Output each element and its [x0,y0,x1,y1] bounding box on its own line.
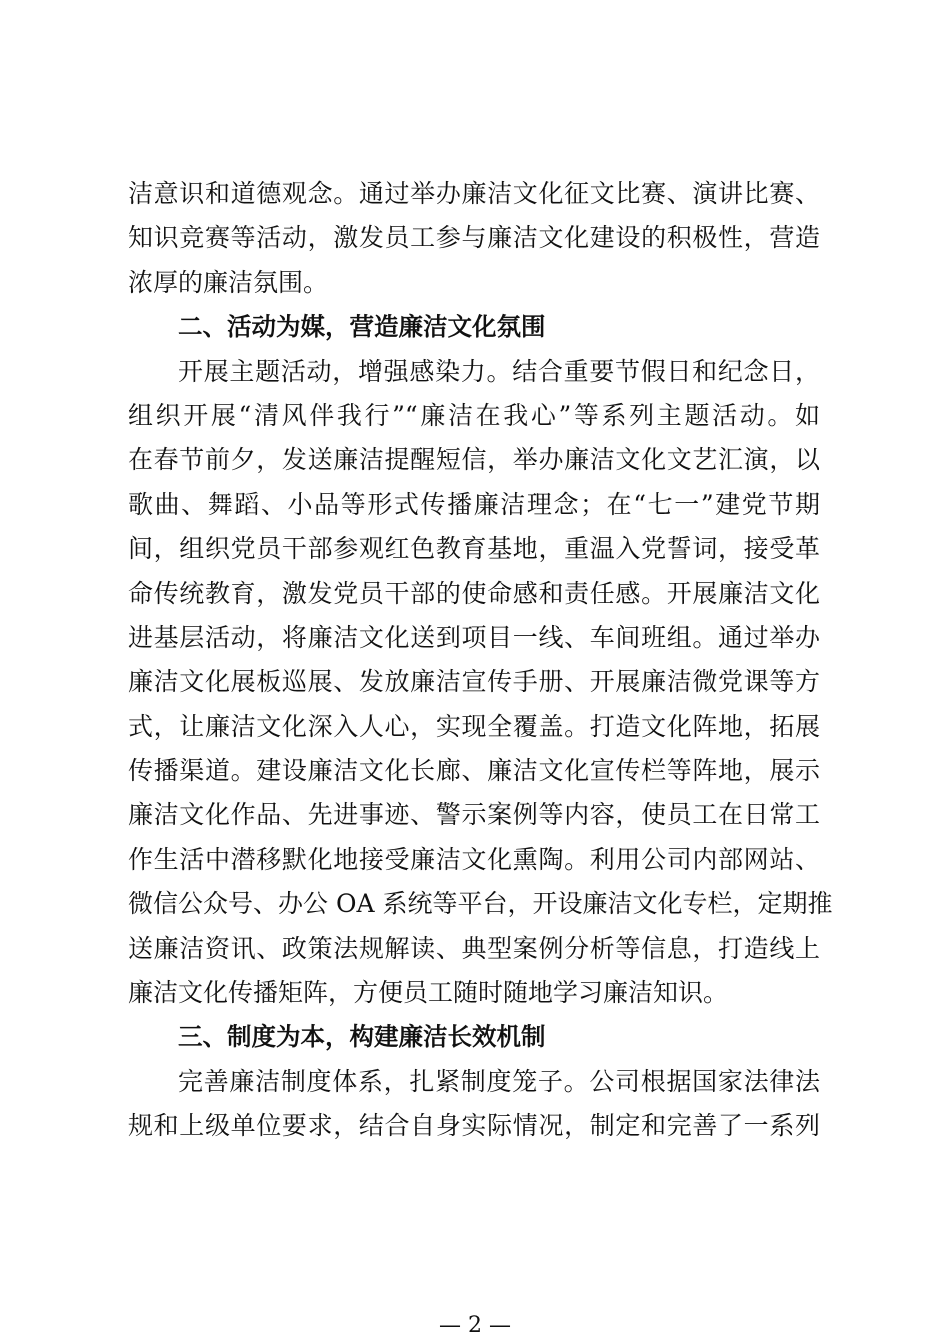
text-line: 廉洁文化传播矩阵，方便员工随时随地学习廉洁知识。 [128,978,729,1008]
text-line: 作生活中潜移默化地接受廉洁文化熏陶。利用公司内部网站、 [128,844,820,874]
text-line: 传播渠道。建设廉洁文化长廊、廉洁文化宣传栏等阵地，展示 [128,756,820,786]
text-line: 浓厚的廉洁氛围。 [128,267,329,297]
text-line: 规和上级单位要求，结合自身实际情况，制定和完善了一系列 [128,1111,820,1141]
section-heading: 二、活动为媒，营造廉洁文化氛围 [178,312,546,342]
text-line: 进基层活动，将廉洁文化送到项目一线、车间班组。通过举办 [128,622,820,652]
document-body [128,172,833,1149]
text-line: 廉洁文化展板巡展、发放廉洁宣传手册、开展廉洁微党课等方 [128,667,820,697]
text-line: 微信公众号、办公 OA 系统等平台，开设廉洁文化专栏，定期推 [128,889,833,919]
paragraph-first-line: 完善廉洁制度体系，扎紧制度笼子。公司根据国家法律法 [178,1066,820,1096]
text-line: 知识竞赛等活动，激发员工参与廉洁文化建设的积极性，营造 [128,223,820,253]
text-line: 廉洁文化作品、先进事迹、警示案例等内容，使员工在日常工 [128,800,820,830]
text-line: 命传统教育，激发党员干部的使命感和责任感。开展廉洁文化 [128,578,820,608]
text-line: 送廉洁资讯、政策法规解读、典型案例分析等信息，打造线上 [128,933,820,963]
text-line: 在春节前夕，发送廉洁提醒短信，举办廉洁文化文艺汇演，以 [128,445,820,475]
text-line: 间，组织党员干部参观红色教育基地，重温入党誓词，接受革 [128,534,820,564]
section-heading: 三、制度为本，构建廉洁长效机制 [178,1022,546,1052]
paragraph-first-line: 开展主题活动，增强感染力。结合重要节假日和纪念日， [178,356,820,386]
text-line: 歌曲、舞蹈、小品等形式传播廉洁理念；在“七一”建党节期 [128,489,820,519]
page-number: — 2 — [439,1313,511,1338]
text-line: 组织开展“清风伴我行”“廉洁在我心”等系列主题活动。如 [128,400,820,430]
text-line: 洁意识和道德观念。通过举办廉洁文化征文比赛、演讲比赛、 [128,179,820,208]
text-line: 式，让廉洁文化深入人心，实现全覆盖。打造文化阵地，拓展 [128,711,820,741]
